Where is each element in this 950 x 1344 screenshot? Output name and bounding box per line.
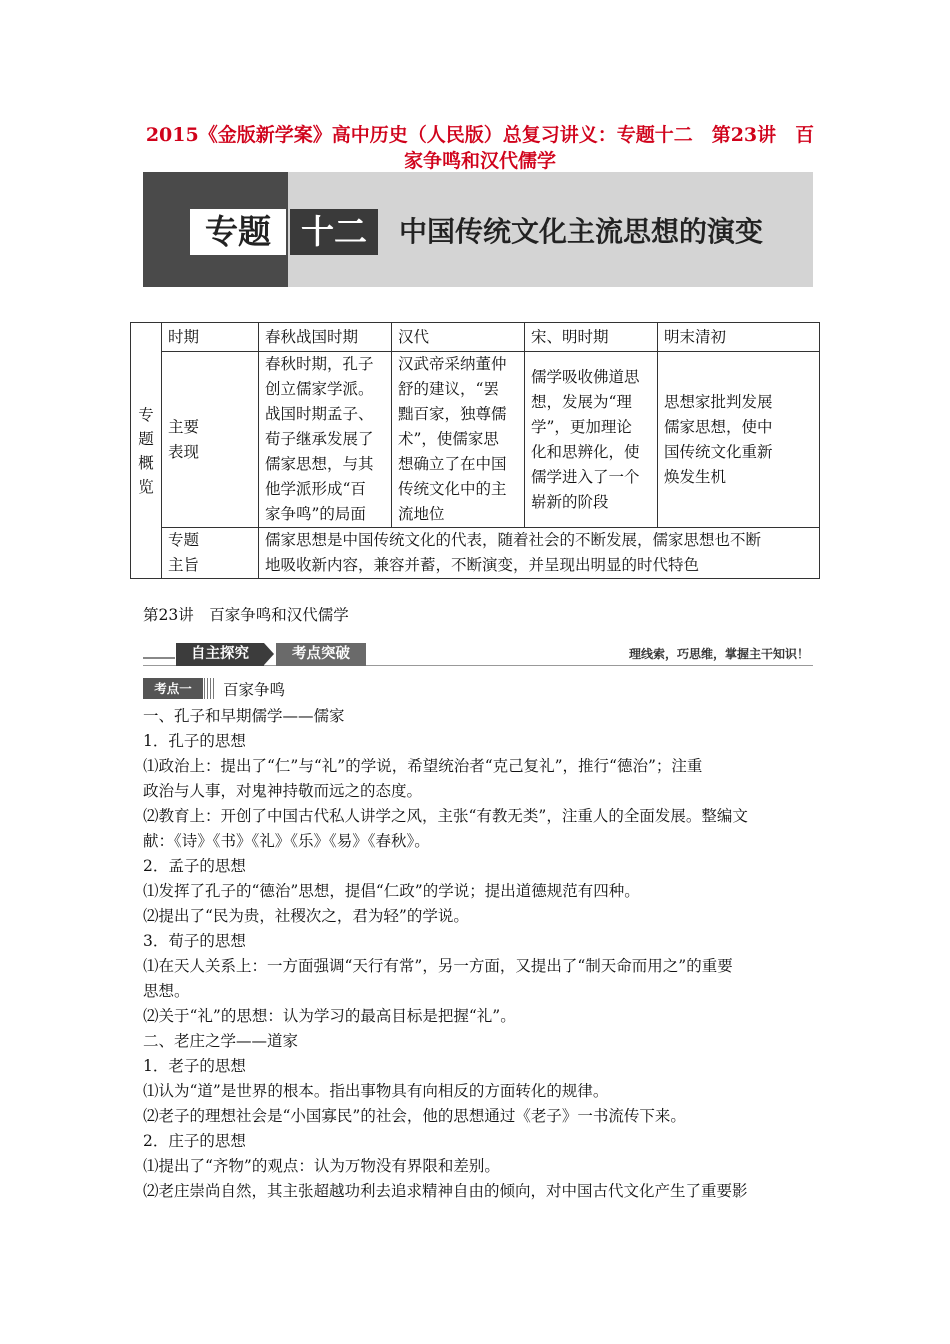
content-line: ⑴认为“道”是世界的根本。指出事物具有向相反的方面转化的规律。 (143, 1082, 609, 1100)
topic-overview-table (130, 322, 820, 579)
cell-line: 汉武帝采纳董仲 (398, 355, 507, 373)
cell-line: 术”，使儒家思 (398, 430, 499, 448)
section-slogan: 理线索，巧思维，掌握主干知识！ (628, 647, 809, 661)
content-line: 1．孔子的思想 (143, 732, 246, 750)
theme-cell (259, 528, 820, 579)
content-line: ⑵教育上：开创了中国古代私人讲学之风，主张“有教无类”，注重人的全面发展。整编文 (143, 807, 748, 825)
topic-banner (143, 172, 813, 287)
section-bar (143, 643, 813, 667)
cell-line: 化和思辨化，使 (531, 442, 640, 461)
header-cell: 汉代 (392, 323, 525, 352)
content-line: 献：《诗》《书》《礼》《乐》《易》《春秋》。 (143, 832, 430, 850)
content-line: 二、老庄之学——道家 (143, 1032, 299, 1050)
cell-line: 崭新的阶段 (531, 492, 609, 511)
cell-line: 想，发展为“理 (531, 392, 632, 411)
table-header-row (131, 323, 820, 352)
cell-line: 流地位 (398, 505, 445, 523)
content-line: ⑵提出了“民为贵，社稷次之，君为轻”的学说。 (143, 907, 469, 925)
cell-line: 儒学吸收佛道思 (531, 367, 640, 386)
content-line: ⑵老子的理想社会是“小国寡民”的社会，他的思想通过《老子》一书流传下来。 (143, 1107, 686, 1125)
document-title: 2015《金版新学案》高中历史（人民版）总复习讲义：专题十二 第23讲 百家争鸣和汉代儒学 (145, 124, 815, 172)
theme-line: 儒家思想是中国传统文化的代表，随着社会的不断发展，儒家思想也不断 (265, 531, 762, 549)
row-label-line: 主旨 (168, 556, 200, 574)
row-label-line: 专题 (168, 531, 200, 549)
side-label-char: 题 (138, 429, 154, 448)
side-label-cell (131, 323, 162, 579)
cell-line: 创立儒家学派。 (265, 380, 374, 398)
theme-line: 地吸收新内容，兼容并蓄，不断演变，并呈现出明显的时代特色 (265, 556, 700, 574)
table-cell (392, 352, 525, 528)
header-cell: 宋、明时期 (525, 323, 658, 352)
row-label-cell (162, 352, 259, 528)
cell-line: 焕发生机 (664, 467, 727, 486)
cell-line: 思想家批判发展 (664, 392, 773, 411)
table-cell (525, 352, 658, 528)
cell-line: 儒家思想，使中 (664, 417, 773, 436)
content-line: 思想。 (143, 982, 190, 1000)
lecture-title: 第23讲 百家争鸣和汉代儒学 (143, 606, 349, 624)
kaodian-badge: 考点一 (143, 678, 203, 699)
cell-line: 他学派形成“百 (265, 480, 366, 498)
cell-line: 家争鸣”的局面 (265, 505, 366, 523)
cell-line: 学”，更加理论 (531, 417, 632, 436)
header-cell: 明末清初 (658, 323, 820, 352)
main-content (143, 704, 813, 1204)
section-bar-accent (143, 657, 175, 659)
content-line: ⑴提出了“齐物”的观点：认为万物没有界限和差别。 (143, 1157, 500, 1175)
section-tab-explore: 自主探究 (176, 643, 264, 666)
content-line: ⑴在天人关系上：一方面强调“天行有常”，另一方面，又提出了“制天命而用之”的重要 (143, 957, 733, 975)
side-label-char: 概 (138, 453, 154, 472)
banner-title: 中国传统文化主流思想的演变 (399, 215, 764, 248)
cell-line: 战国时期孟子、 (265, 405, 374, 423)
banner-topic-number: 十二 (290, 209, 378, 255)
content-line: 2．庄子的思想 (143, 1132, 246, 1150)
row-label-cell (162, 528, 259, 579)
cell-line: 想确立了在中国 (398, 455, 507, 473)
content-line: ⑴发挥了孔子的“德治”思想，提倡“仁政”的学说；提出道德规范有四种。 (143, 882, 640, 900)
table-row-theme (131, 528, 820, 579)
content-line: 1．老子的思想 (143, 1057, 246, 1075)
kaodian-title: 百家争鸣 (223, 681, 286, 699)
cell-line: 国传统文化重新 (664, 442, 773, 461)
kaodian-stripes (204, 678, 214, 699)
side-label-char: 专 (138, 405, 154, 424)
cell-line: 舒的建议，“罢 (398, 380, 499, 398)
header-cell: 春秋战国时期 (259, 323, 392, 352)
cell-line: 春秋时期，孔子 (265, 355, 374, 373)
content-line: ⑴政治上：提出了“仁”与“礼”的学说，希望统治者“克己复礼”，推行“德治”；注重 (143, 757, 703, 775)
cell-line: 儒家思想，与其 (265, 455, 374, 473)
table-cell (259, 352, 392, 528)
table-row-main (131, 352, 820, 528)
header-cell: 时期 (162, 323, 259, 352)
section-arrow-icon (264, 643, 274, 665)
table-cell (658, 352, 820, 528)
row-label-line: 表现 (168, 442, 200, 461)
cell-line: 荀子继承发展了 (265, 430, 374, 448)
cell-line: 儒学进入了一个 (531, 467, 640, 486)
content-line: ⑵老庄崇尚自然，其主张超越功利去追求精神自由的倾向，对中国古代文化产生了重要影 (143, 1182, 748, 1200)
content-line: ⑵关于“礼”的思想：认为学习的最高目标是把握“礼”。 (143, 1007, 516, 1025)
content-line: 2．孟子的思想 (143, 857, 246, 875)
content-line: 3．荀子的思想 (143, 932, 246, 950)
row-label-line: 主要 (168, 417, 200, 436)
content-line: 一、孔子和早期儒学——儒家 (143, 707, 345, 725)
banner-topic-label: 专题 (190, 209, 286, 255)
section-tab-breakthrough: 考点突破 (276, 643, 366, 666)
content-line: 政治与人事，对鬼神持敬而远之的态度。 (143, 782, 423, 800)
side-label-char: 览 (138, 477, 154, 496)
cell-line: 黜百家，独尊儒 (398, 405, 507, 423)
cell-line: 传统文化中的主 (398, 480, 507, 498)
